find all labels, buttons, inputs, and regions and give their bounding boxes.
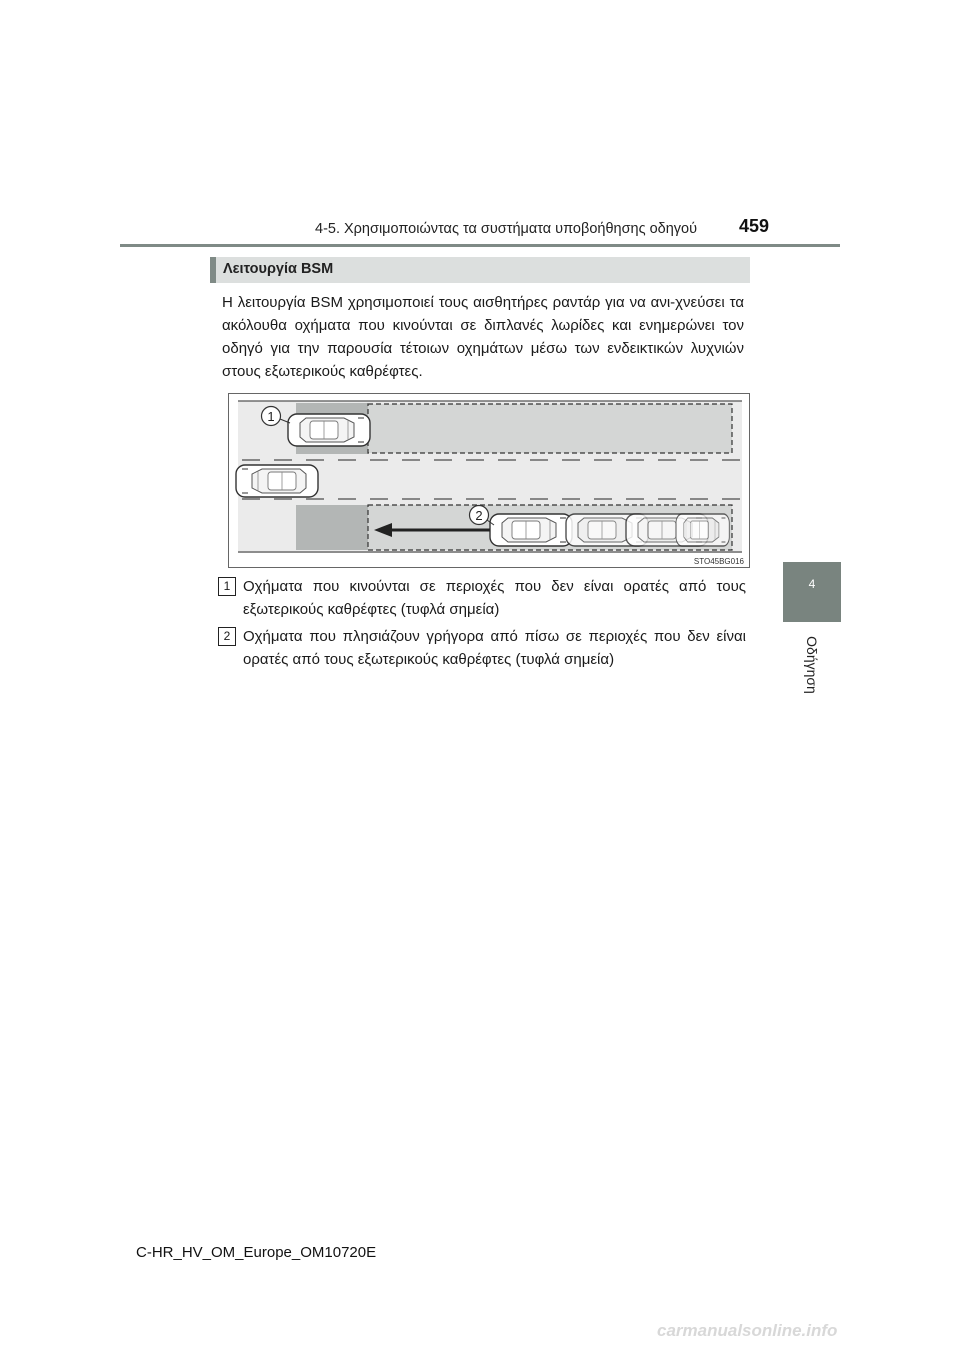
page-number: 459 — [739, 216, 770, 236]
watermark: carmanualsonline.info — [657, 1321, 838, 1340]
callout-2-label: 2 — [475, 508, 483, 523]
blind-spot-zone-lower — [296, 505, 368, 550]
detection-zone-upper — [368, 404, 732, 453]
intro-paragraph: Η λειτουργία BSM χρησιμοποιεί τους αισθητήρες ραντάρ για να ανι-χνεύσει τα ακόλουθα οχήματα που κινούνται σε διπλανές λωρίδες και ενημερώνει τον οδηγό για την παρουσία τέτοιων οχημάτων μέσω των ενδεικτικών λυχνιών στους εξωτερικούς καθρέφτες. — [222, 294, 744, 380]
header-title: 4-5. Χρησιμοποιώντας τα συστήματα υποβοήθησης οδηγού — [315, 221, 698, 237]
section-heading — [210, 257, 750, 283]
chapter-label — [780, 630, 844, 700]
document-code: C-HR_HV_OM_Europe_OM10720E — [136, 1244, 377, 1261]
list-item — [218, 626, 748, 672]
item-number-badge: 1 — [218, 577, 236, 596]
item-text: Οχήματα που κινούνται σε περιοχές που δεν είναι ορατές από τους εξωτερικούς καθρέφτες (τυφλά σημεία) — [243, 578, 746, 618]
chapter-label-text: Οδήγηση — [804, 636, 820, 694]
section-accent — [210, 257, 216, 283]
blind-spot-car — [288, 414, 370, 446]
callout-1-label: 1 — [267, 409, 275, 424]
approaching-car-motion-3 — [676, 514, 729, 546]
item-number-badge: 2 — [218, 627, 236, 646]
chapter-tab — [783, 562, 841, 622]
approaching-car — [490, 514, 572, 546]
section-title: Λειτουργία BSM — [223, 261, 334, 277]
chapter-number: 4 — [808, 577, 816, 591]
header-rule — [120, 244, 840, 247]
bsm-diagram — [228, 393, 750, 568]
item-text: Οχήματα που πλησιάζουν γρήγορα από πίσω σε περιοχές που δεν είναι ορατές από τους εξωτερικούς καθρέφτες (τυφλά σημεία) — [243, 628, 746, 668]
figure-code: STO45BG016 — [693, 557, 744, 566]
list-item — [218, 576, 748, 622]
own-car — [236, 465, 318, 497]
